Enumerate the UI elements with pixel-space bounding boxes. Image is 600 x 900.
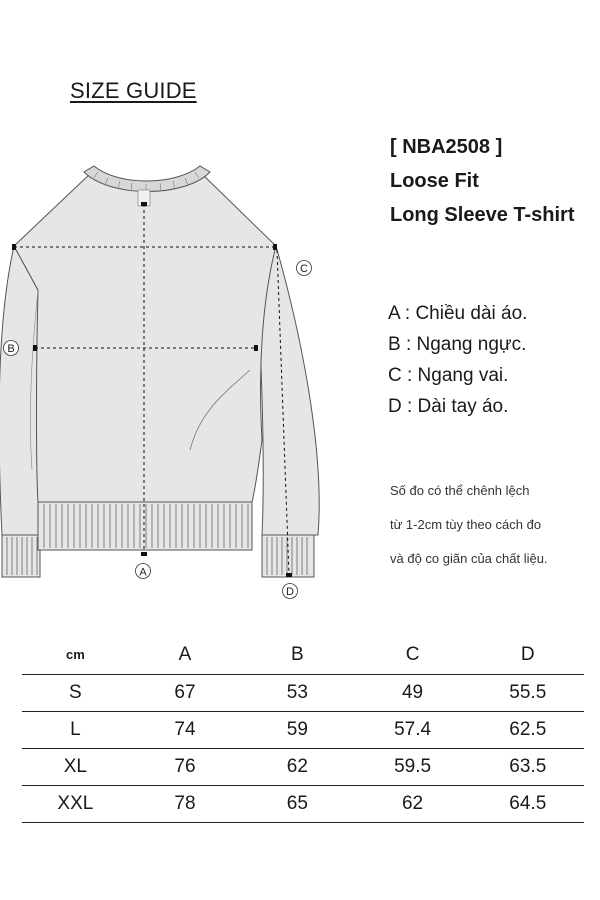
value-cell: 62.5 (472, 711, 584, 748)
size-cell: S (22, 674, 129, 711)
measure-tick-c-left (12, 244, 16, 250)
table-row (22, 674, 584, 711)
legend-b: B : Ngang ngực. (388, 334, 527, 355)
note-line-2: từ 1-2cm tùy theo cách đo (390, 517, 542, 532)
value-cell: 59.5 (354, 748, 472, 785)
table-row (22, 785, 584, 822)
marker-c-label: C (300, 263, 308, 275)
measure-tick-b-right (254, 345, 258, 351)
value-cell: 64.5 (472, 785, 584, 822)
sweater-body (14, 172, 276, 502)
table-row (22, 711, 584, 748)
size-cell: L (22, 711, 129, 748)
value-cell: 55.5 (472, 674, 584, 711)
table-header-row (22, 636, 584, 674)
note-line-3: và độ co giãn của chất liệu. (390, 551, 548, 566)
marker-d (283, 584, 298, 599)
product-fit: Loose Fit (390, 170, 479, 192)
column-header-c: C (354, 636, 472, 674)
size-guide-title: SIZE GUIDE (70, 78, 197, 103)
marker-a-label: A (139, 566, 147, 579)
measure-tick-a-bottom (141, 552, 147, 556)
value-cell: 62 (241, 748, 353, 785)
measurement-note (390, 474, 548, 576)
marker-b (4, 341, 19, 356)
legend-d: D : Dài tay áo. (388, 396, 509, 417)
measure-tick-a-top (141, 202, 147, 206)
value-cell: 67 (129, 674, 241, 711)
size-table (22, 636, 584, 823)
value-cell: 59 (241, 711, 353, 748)
value-cell: 78 (129, 785, 241, 822)
value-cell: 53 (241, 674, 353, 711)
table-row (22, 748, 584, 785)
sweater-diagram (0, 150, 340, 610)
product-code: [ NBA2508 ] (390, 136, 503, 158)
left-sleeve (0, 246, 41, 535)
left-cuff (2, 535, 40, 577)
measure-tick-b-left (33, 345, 37, 351)
measurement-legend (388, 298, 527, 422)
marker-c (297, 261, 312, 276)
measure-tick-d-bottom (286, 573, 292, 577)
marker-d-label: D (286, 586, 294, 598)
value-cell: 65 (241, 785, 353, 822)
value-cell: 57.4 (354, 711, 472, 748)
value-cell: 49 (354, 674, 472, 711)
column-header-a: A (129, 636, 241, 674)
note-line-1: Số đo có thể chênh lệch (390, 483, 530, 498)
legend-a: A : Chiều dài áo. (388, 303, 528, 324)
size-cell: XXL (22, 785, 129, 822)
size-cell: XL (22, 748, 129, 785)
value-cell: 62 (354, 785, 472, 822)
value-cell: 74 (129, 711, 241, 748)
value-cell: 63.5 (472, 748, 584, 785)
product-info (390, 130, 574, 232)
column-header-d: D (472, 636, 584, 674)
measure-tick-c-right (273, 244, 277, 250)
column-header-b: B (241, 636, 353, 674)
unit-header: cm (22, 636, 129, 674)
marker-b-label: B (7, 343, 15, 355)
legend-c: C : Ngang vai. (388, 365, 509, 386)
product-type: Long Sleeve T-shirt (390, 204, 575, 226)
value-cell: 76 (129, 748, 241, 785)
waistband (38, 502, 252, 550)
marker-a (136, 564, 151, 579)
